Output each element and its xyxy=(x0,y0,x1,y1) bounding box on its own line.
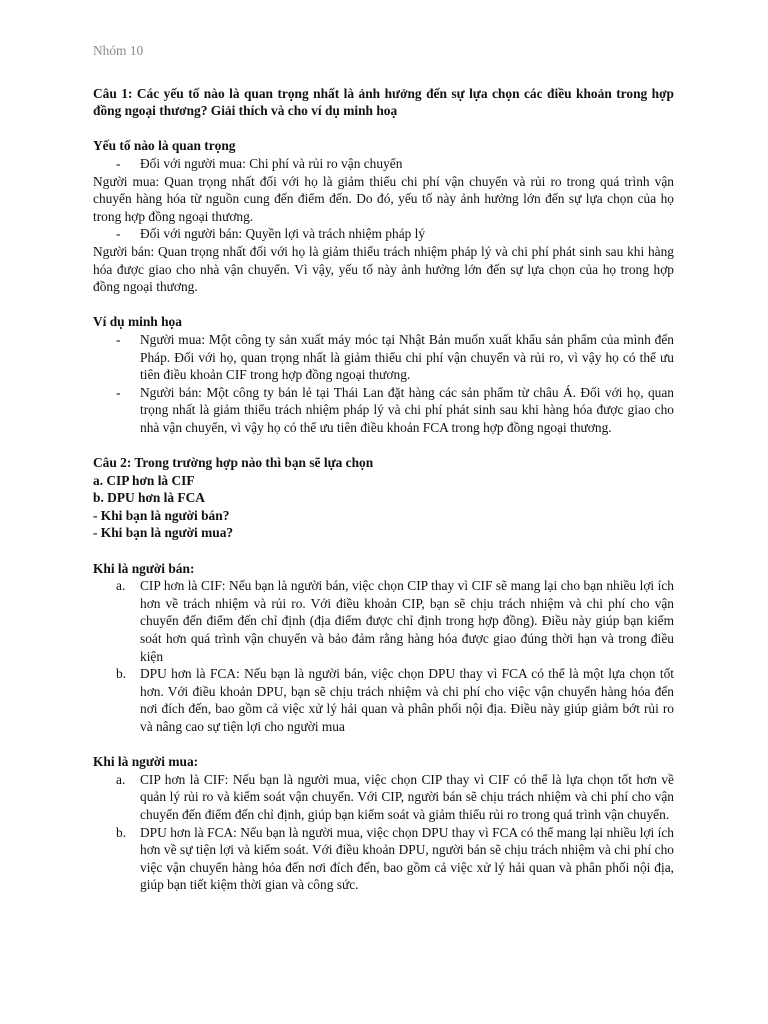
list-item-text: DPU hơn là FCA: Nếu bạn là người mua, việc chọn DPU thay vì FCA có thể mang lại nhiều lợi ích hơn về sự tiện lợi và kiểm soát. Với điều khoản DPU, người bán sẽ chịu trách nhiệm và chi phí cho việc vận chuyển hàng hóa đến nơi đích đến, bao gồm cả việc xử lý hải quan và phân phối nội địa, giúp bạn tiết kiệm thời gian và công sức. xyxy=(140,824,674,893)
question-2-line: - Khi bạn là người bán? xyxy=(93,507,230,523)
seller-factor-bullet xyxy=(93,225,674,243)
seller-answer-list xyxy=(93,577,674,735)
buyer-factor-bullet xyxy=(93,155,674,173)
list-item-text: CIP hơn là CIF: Nếu bạn là người mua, việc chọn CIP thay vì CIF có thể là lựa chọn tốt hơn về quản lý rủi ro và kiểm soát vận chuyển. Với CIP, người bán sẽ chịu trách nhiệm và chi phí cho vận chuyển đến điểm đến chỉ định, giúp bạn kiểm soát và giảm thiểu rủi ro trong quá trình vận chuyển. xyxy=(140,771,674,822)
list-item xyxy=(93,331,674,384)
seller-factor-list xyxy=(93,225,674,243)
question-2-line: b. DPU hơn là FCA xyxy=(93,490,205,506)
dash-marker: - xyxy=(116,384,121,400)
document-page xyxy=(93,42,674,894)
buyer-factor-list xyxy=(93,155,674,173)
list-item-text: CIP hơn là CIF: Nếu bạn là người bán, việc chọn CIP thay vì CIF sẽ mang lại cho bạn nhiều lợi ích hơn về trách nhiệm và rủi ro. Với điều khoản CIP, bạn sẽ chịu trách nhiệm và chi phí cho vận chuyển đến điểm đến chỉ định (địa điểm được chỉ định trong hợp đồng). Điều này giúp bạn kiểm soát hơn quá trình vận chuyển và bảo đảm rằng hàng hóa được giao đúng thời hạn và trong điều kiện xyxy=(140,578,674,664)
buyer-factor-text: Đối với người mua: Chi phí và rủi ro vận chuyển xyxy=(140,155,403,171)
list-marker: b. xyxy=(116,824,127,840)
list-item xyxy=(93,665,674,735)
list-item-text: DPU hơn là FCA: Nếu bạn là người bán, việc chọn DPU thay vì FCA có thể là một lựa chọn tốt hơn. Với điều khoản DPU, bạn sẽ chịu trách nhiệm và chi phí cho việc vận chuyển hàng hóa đến nơi đích đến, bao gồm cả việc xử lý hải quan và phân phối nội địa. Điều này giúp giảm bớt rủi ro và nâng cao sự tiện lợi cho người mua xyxy=(140,666,674,734)
seller-factor-text: Đối với người bán: Quyền lợi và trách nhiệm pháp lý xyxy=(140,226,426,242)
dash-marker: - xyxy=(116,331,121,347)
question-2-line: a. CIP hơn là CIF xyxy=(93,472,195,488)
list-marker: a. xyxy=(116,771,126,787)
list-marker: a. xyxy=(116,578,126,594)
example-seller-text: Người bán: Một công ty bán lẻ tại Thái Lan đặt hàng các sản phẩm từ châu Á. Đối với họ, quan trọng nhất là giảm thiểu trách nhiệm pháp lý và chi phí phát sinh sau khi hàng hóa được giao cho nhà vận chuyển, vì vậy họ có thể ưu tiên điều khoản FCA trong hợp đồng ngoại thương. xyxy=(140,384,674,435)
question-2-line: - Khi bạn là người mua? xyxy=(93,525,234,541)
document-header: Nhóm 10 xyxy=(93,43,144,58)
list-item xyxy=(93,577,674,665)
dash-marker: - xyxy=(116,155,121,171)
list-item xyxy=(93,824,674,894)
question-1-title: Câu 1: Các yếu tố nào là quan trọng nhất là ảnh hưởng đến sự lựa chọn các điều khoản trong hợp đồng ngoại thương? Giải thích và cho ví dụ minh hoạ xyxy=(93,85,674,119)
list-item xyxy=(93,771,674,824)
list-marker: b. xyxy=(116,666,127,682)
example-heading: Ví dụ minh họa xyxy=(93,314,182,330)
seller-heading: Khi là người bán: xyxy=(93,560,195,576)
example-buyer-text: Người mua: Một công ty sản xuất máy móc tại Nhật Bản muốn xuất khẩu sản phẩm của mình đến Pháp. Đối với họ, quan trọng nhất là giảm thiểu chi phí vận chuyển và rủi ro, vì vậy họ có thể ưu tiên điều khoản CIF trong hợp đồng ngoại thương. xyxy=(140,331,674,383)
buyer-explanation: Người mua: Quan trọng nhất đối với họ là giảm thiểu chi phí vận chuyển và rủi ro trong quá trình vận chuyển hàng hóa từ nguồn cung đến điểm đến. Do đó, yếu tố này ảnh hưởng lớn đến sự lựa chọn của họ trong hợp đồng ngoại thương. xyxy=(93,173,674,224)
factors-heading: Yếu tố nào là quan trọng xyxy=(93,138,236,154)
example-list xyxy=(93,331,674,437)
seller-explanation: Người bán: Quan trọng nhất đối với họ là giảm thiểu trách nhiệm pháp lý và chi phí phát sinh sau khi hàng hóa được giao cho nhà vận chuyển. Vì vậy, yếu tố này ảnh hưởng lớn đến sự lựa chọn của họ trong hợp đồng ngoại thương. xyxy=(93,243,674,295)
question-2-line: Câu 2: Trong trường hợp nào thì bạn sẽ lựa chọn xyxy=(93,455,374,471)
buyer-heading: Khi là người mua: xyxy=(93,754,199,770)
dash-marker: - xyxy=(116,226,121,242)
list-item xyxy=(93,384,674,437)
buyer-answer-list xyxy=(93,771,674,894)
